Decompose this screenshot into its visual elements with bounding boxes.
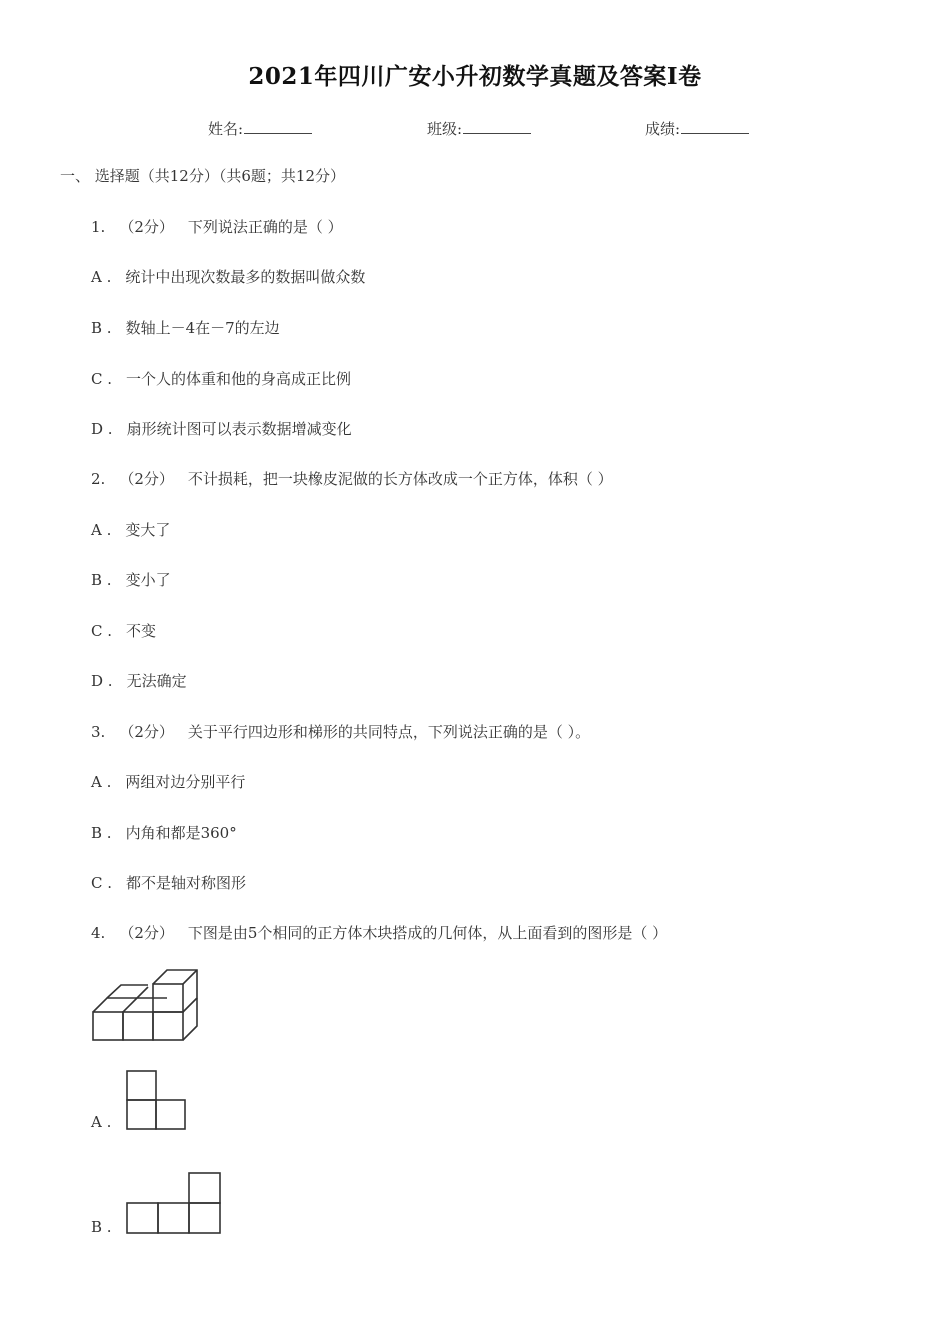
- score-blank[interactable]: [681, 119, 749, 134]
- page-title: 2021年四川广安小升初数学真题及答案Ⅰ卷: [248, 63, 702, 90]
- q1-option-c[interactable]: [91, 368, 351, 389]
- q4-option-a[interactable]: [91, 1068, 201, 1133]
- question-text: 不计损耗，把一块橡皮泥做的长方体改成一个正方体，体积（ ）: [187, 470, 613, 488]
- option-text: 变小了: [125, 571, 171, 589]
- option-letter: B .: [91, 319, 112, 337]
- question-number: 1.: [91, 218, 106, 236]
- option-letter: A .: [91, 521, 112, 539]
- score-label: 成绩:: [645, 120, 681, 138]
- q1-option-d[interactable]: [91, 418, 352, 439]
- q2-option-a[interactable]: [91, 519, 170, 540]
- name-field: [208, 118, 312, 139]
- question-2: [91, 468, 613, 489]
- class-label: 班级:: [427, 120, 463, 138]
- option-letter: C .: [91, 370, 113, 388]
- option-text: 变大了: [125, 521, 171, 539]
- class-field: [427, 118, 531, 139]
- question-1: [91, 216, 343, 237]
- q3-option-a[interactable]: [91, 771, 245, 792]
- option-letter: B .: [91, 1218, 112, 1236]
- option-text: 扇形统计图可以表示数据增减变化: [126, 420, 352, 438]
- option-text: 不变: [126, 622, 157, 640]
- name-label: 姓名:: [208, 120, 244, 138]
- option-text: 内角和都是360°: [125, 824, 237, 842]
- question-text: 关于平行四边形和梯形的共同特点，下列说法正确的是（ ）。: [187, 723, 591, 741]
- top-view-figure-a: [126, 1070, 188, 1136]
- option-text: 两组对边分别平行: [125, 773, 246, 791]
- question-score: （2分）: [119, 723, 174, 741]
- q2-option-b[interactable]: [91, 569, 171, 590]
- question-text: 下图是由5个相同的正方体木块搭成的几何体，从上面看到的图形是（ ）: [187, 924, 668, 942]
- option-letter: A .: [91, 773, 112, 791]
- cube-structure-figure: [90, 965, 200, 1045]
- question-text: 下列说法正确的是（ ）: [187, 218, 343, 236]
- option-letter: D .: [91, 672, 113, 690]
- question-number: 3.: [91, 723, 106, 741]
- q3-option-c[interactable]: [91, 872, 246, 893]
- option-letter: C .: [91, 622, 113, 640]
- top-view-figure-b: [126, 1170, 222, 1240]
- score-field: [645, 118, 749, 139]
- option-text: 无法确定: [126, 672, 187, 690]
- q2-option-c[interactable]: [91, 620, 156, 641]
- q1-option-b[interactable]: [91, 317, 280, 338]
- option-text: 一个人的体重和他的身高成正比例: [126, 370, 352, 388]
- q1-option-a[interactable]: [91, 266, 365, 287]
- question-3: [91, 721, 590, 742]
- option-letter: D .: [91, 420, 113, 438]
- class-blank[interactable]: [463, 119, 531, 134]
- question-score: （2分）: [119, 924, 174, 942]
- q4-option-b[interactable]: [91, 1169, 231, 1237]
- question-number: 4.: [91, 924, 106, 942]
- option-letter: A .: [91, 268, 112, 286]
- option-letter: B .: [91, 824, 112, 842]
- option-text: 都不是轴对称图形: [126, 874, 247, 892]
- option-letter: A .: [91, 1113, 112, 1131]
- option-text: 数轴上－4在－7的左边: [125, 319, 280, 337]
- question-4: [91, 922, 667, 943]
- q2-option-d[interactable]: [91, 670, 187, 691]
- section-heading: 一、 选择题（共12分）（共6题；共12分）: [60, 167, 345, 185]
- option-text: 统计中出现次数最多的数据叫做众数: [125, 268, 366, 286]
- question-number: 2.: [91, 470, 106, 488]
- question-score: （2分）: [119, 470, 174, 488]
- name-blank[interactable]: [244, 119, 312, 134]
- question-score: （2分）: [119, 218, 174, 236]
- option-letter: B .: [91, 571, 112, 589]
- option-letter: C .: [91, 874, 113, 892]
- q3-option-b[interactable]: [91, 822, 237, 843]
